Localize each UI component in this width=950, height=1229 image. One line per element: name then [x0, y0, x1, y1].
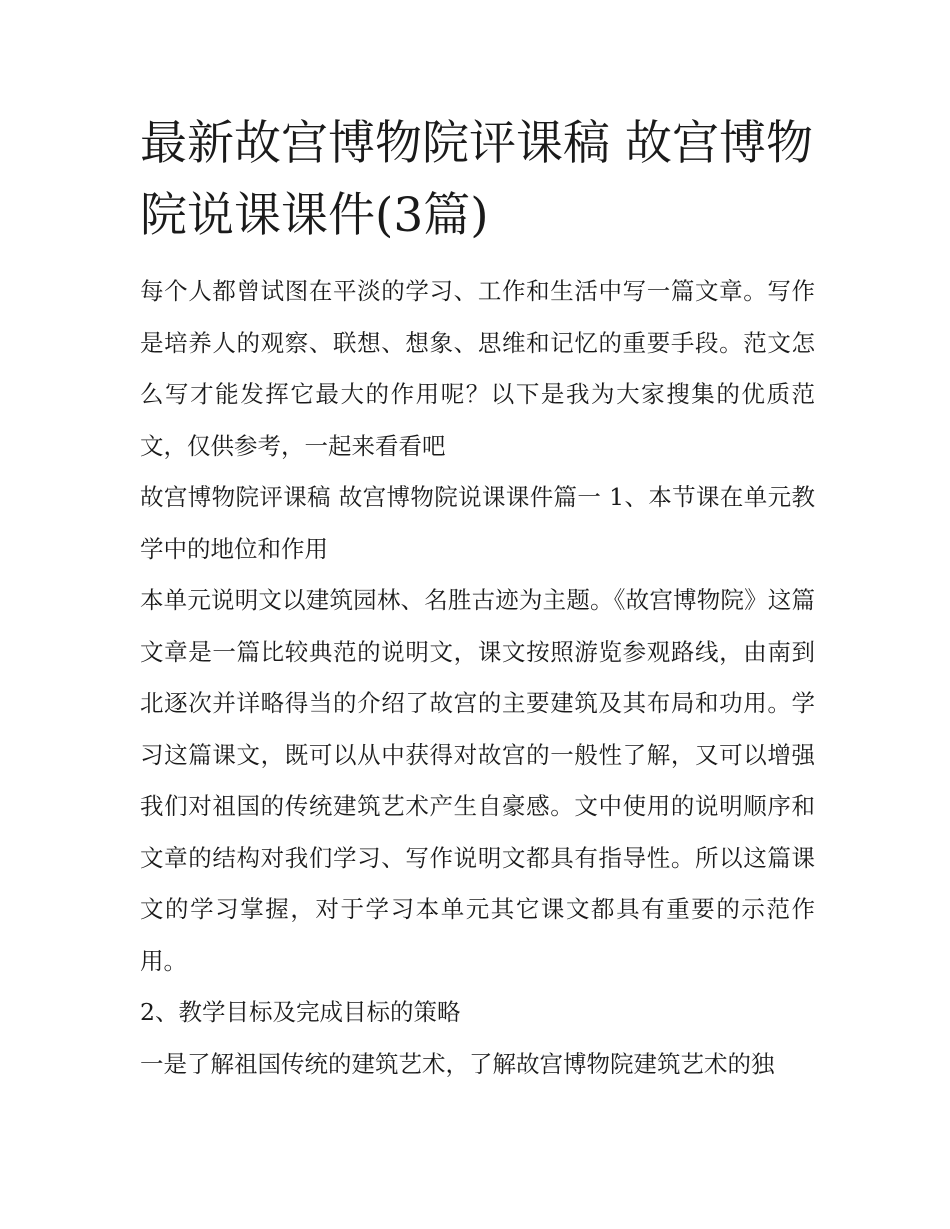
document-body: [140, 266, 815, 1090]
unit-description-paragraph: 本单元说明文以建筑园林、名胜古迹为主题。《故宫博物院》这篇文章是一篇比较典范的说明文，课文按照游览参观路线，由南到北逐次并详略得当的介绍了故宫的主要建筑及其布局和功用。学习这篇课文，既可以从中获得对故宫的一般性了解，又可以增强我们对祖国的传统建筑艺术产生自豪感。文中使用的说明顺序和文章的结构对我们学习、写作说明文都具有指导性。所以这篇课文的学习掌握，对于学习本单元其它课文都具有重要的示范作用。: [140, 586, 815, 975]
section-heading-paragraph: 故宫博物院评课稿 故宫博物院说课课件篇一 1、本节课在单元教学中的地位和作用: [140, 483, 815, 563]
objectives-paragraph: 一是了解祖国传统的建筑艺术，了解故宫博物院建筑艺术的独: [140, 1049, 775, 1078]
document-page: [140, 108, 815, 1090]
intro-paragraph: 每个人都曾试图在平淡的学习、工作和生活中写一篇文章。写作是培养人的观察、联想、想象、思维和记忆的重要手段。范文怎么写才能发挥它最大的作用呢？以下是我为大家搜集的优质范文，仅供参考，一起来看看吧: [140, 277, 815, 460]
objectives-heading-paragraph: 2、教学目标及完成目标的策略: [140, 998, 461, 1026]
document-title: 最新故宫博物院评课稿 故宫博物院说课课件(3篇): [140, 116, 813, 243]
